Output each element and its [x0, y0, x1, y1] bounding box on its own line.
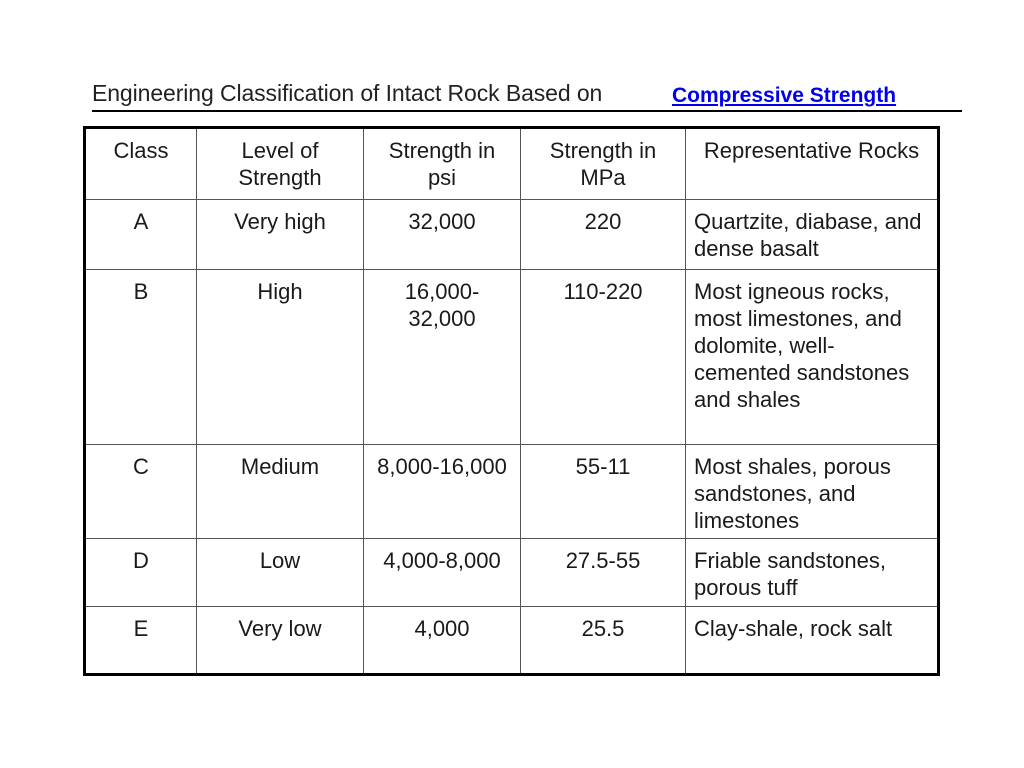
cell-psi: 4,000-8,000	[364, 539, 521, 607]
cell-level: Medium	[197, 445, 364, 539]
table-row	[85, 539, 939, 607]
cell-psi: 4,000	[364, 607, 521, 675]
cell-class: C	[85, 445, 197, 539]
header-rocks: Representative Rocks	[686, 128, 939, 200]
cell-class: E	[85, 607, 197, 675]
table-row	[85, 270, 939, 445]
cell-rocks: Clay-shale, rock salt	[686, 607, 939, 675]
cell-rocks: Most igneous rocks, most limestones, and dolomite, well-cemented sandstones and shales	[686, 270, 939, 445]
header-level: Level of Strength	[197, 128, 364, 200]
cell-class: D	[85, 539, 197, 607]
table-row	[85, 445, 939, 539]
cell-class: A	[85, 200, 197, 270]
cell-mpa: 220	[521, 200, 686, 270]
header-mpa: Strength in MPa	[521, 128, 686, 200]
cell-mpa: 110-220	[521, 270, 686, 445]
cell-mpa: 27.5-55	[521, 539, 686, 607]
cell-level: Low	[197, 539, 364, 607]
title-bar	[92, 80, 962, 112]
cell-rocks: Quartzite, diabase, and dense basalt	[686, 200, 939, 270]
table-row	[85, 200, 939, 270]
cell-rocks: Most shales, porous sandstones, and limestones	[686, 445, 939, 539]
cell-level: Very low	[197, 607, 364, 675]
cell-mpa: 25.5	[521, 607, 686, 675]
cell-psi: 32,000	[364, 200, 521, 270]
cell-class: B	[85, 270, 197, 445]
cell-level: Very high	[197, 200, 364, 270]
table-row	[85, 607, 939, 675]
rock-classification-table	[83, 126, 940, 676]
header-psi: Strength in psi	[364, 128, 521, 200]
cell-level: High	[197, 270, 364, 445]
compressive-strength-link[interactable]: Compressive Strength	[672, 84, 897, 107]
cell-rocks: Friable sandstones, porous tuff	[686, 539, 939, 607]
header-class: Class	[85, 128, 197, 200]
cell-mpa: 55-11	[521, 445, 686, 539]
cell-psi: 16,000-32,000	[364, 270, 521, 445]
page-title: Engineering Classification of Intact Rock Based on	[92, 80, 603, 106]
cell-psi: 8,000-16,000	[364, 445, 521, 539]
table-header-row	[85, 128, 939, 200]
